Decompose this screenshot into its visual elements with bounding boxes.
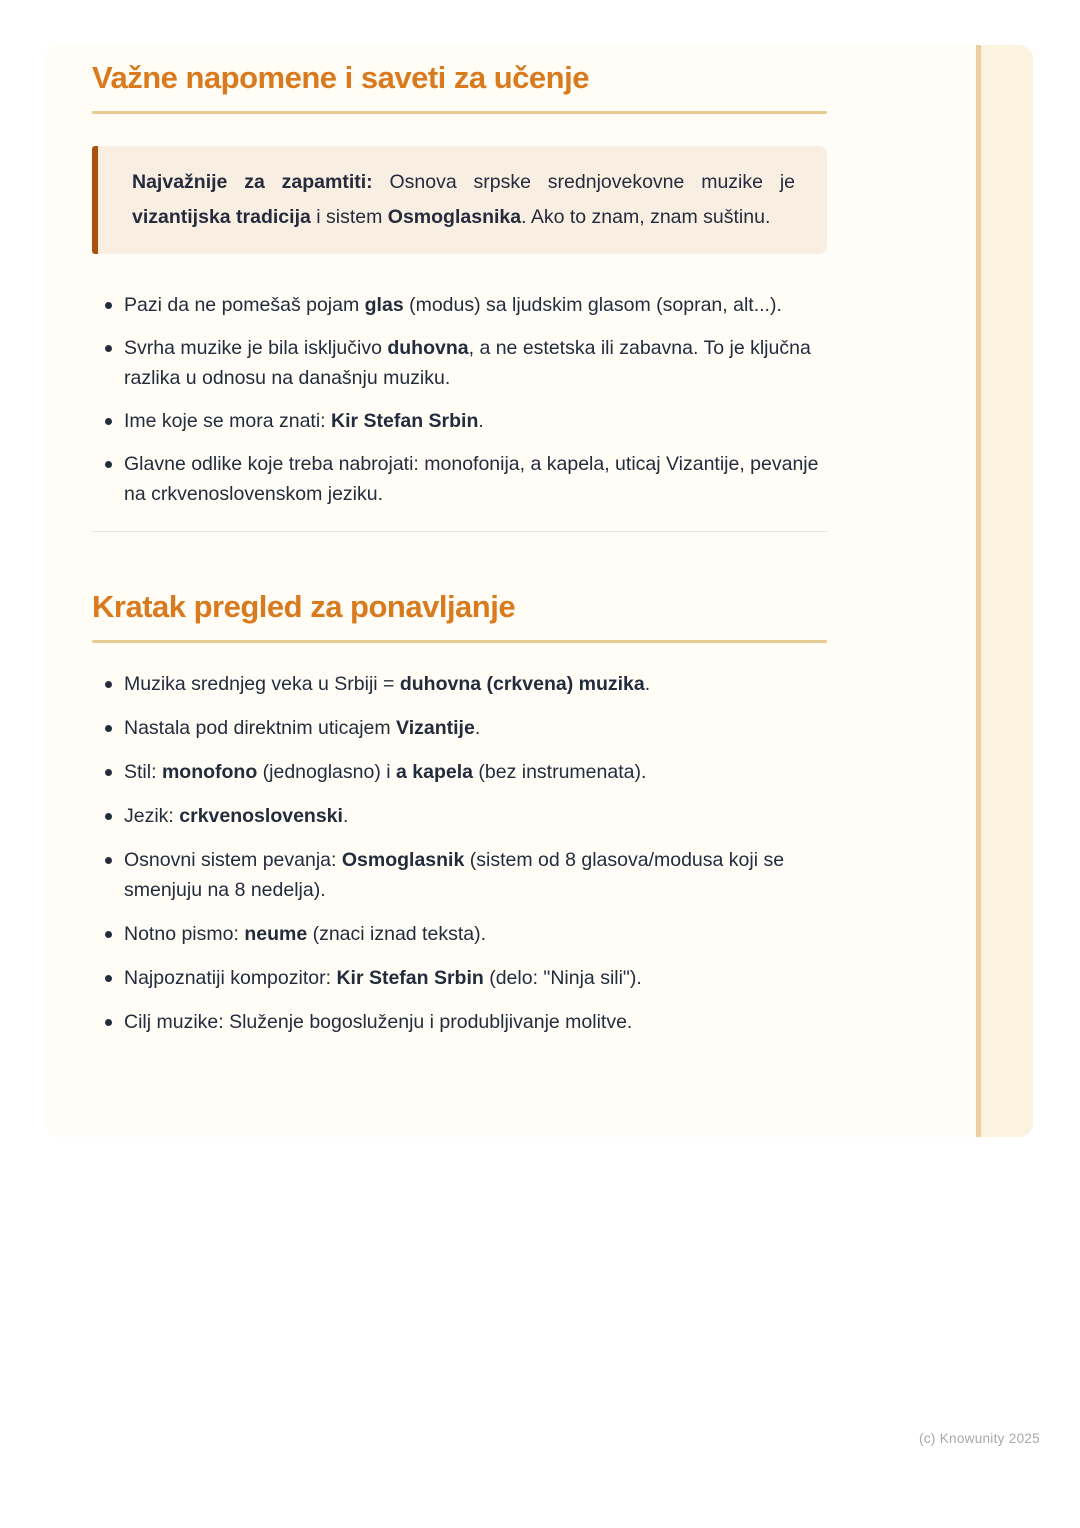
- text-run: (jednoglasno) i: [257, 761, 396, 783]
- text-run: Stil:: [124, 761, 162, 783]
- text-run: Najpoznatiji kompozitor:: [124, 967, 337, 989]
- text-run: (sistem od 8 glasova/modusa koji se smenjuju na 8 nedelja).: [124, 849, 785, 901]
- section-title-summary: Kratak pregled za ponavljanje: [92, 589, 516, 624]
- text-run: Svrha muzike je bila isključivo: [124, 337, 388, 359]
- text-run: .: [474, 717, 481, 739]
- bold-term: a kapela: [396, 761, 473, 783]
- text-run: Notno pismo:: [124, 923, 245, 945]
- bold-term: Najvažnije za zapamtiti:: [132, 171, 390, 193]
- bullet-item: [92, 290, 827, 320]
- next-page-edge: [976, 45, 1033, 1137]
- important-notes-list: [92, 290, 827, 509]
- bullet-item: [92, 713, 827, 743]
- bullet-item: [92, 801, 827, 831]
- text-run: . Ako to znam, znam suštinu.: [521, 206, 771, 228]
- callout-text: [132, 165, 795, 235]
- bold-term: monofono: [161, 761, 258, 783]
- bold-term: vizantijska tradicija: [132, 206, 311, 228]
- text-run: Nastala pod direktnim uticajem: [124, 717, 397, 739]
- bullet-item: [92, 919, 827, 949]
- text-run: Ime koje se mora znati:: [124, 410, 331, 432]
- title-underline: [92, 111, 827, 114]
- text-run: i sistem: [310, 206, 388, 228]
- bullet-item: [92, 757, 827, 787]
- text-run: .: [644, 673, 651, 695]
- bold-term: glas: [364, 294, 404, 316]
- bullet-item: [92, 963, 827, 993]
- bullet-item: [92, 333, 827, 393]
- bullet-item: [92, 449, 827, 509]
- section-summary: [92, 588, 827, 1037]
- bold-term: Osmoglasnik: [341, 849, 465, 871]
- notes-page: [45, 45, 1033, 1137]
- text-run: Cilj muzike: Služenje bogosluženju i produbljivanje molitve.: [124, 1011, 633, 1033]
- bold-term: Kir Stefan Srbin: [331, 410, 479, 432]
- bold-term: Vizantije: [396, 717, 475, 739]
- text-run: Osnova srpske srednjovekovne muzike je: [389, 171, 795, 193]
- text-run: Muzika srednjeg veka u Srbiji =: [124, 673, 400, 695]
- key-takeaway-callout: [92, 146, 827, 254]
- text-run: Glavne odlike koje treba nabrojati: monofonija, a kapela, uticaj Vizantije, pevanje na crkvenoslovenskom jeziku.: [124, 453, 819, 505]
- page-content: [92, 45, 827, 1037]
- section-important-notes: [92, 59, 827, 509]
- text-run: .: [342, 805, 349, 827]
- text-run: , a ne estetska ili zabavna. To je ključna razlika u odnosu na današnju muziku.: [124, 337, 811, 389]
- bold-term: duhovna (crkvena) muzika: [399, 673, 645, 695]
- text-run: (modus) sa ljudskim glasom (sopran, alt...).: [403, 294, 782, 316]
- bold-term: Kir Stefan Srbin: [336, 967, 484, 989]
- text-run: Pazi da ne pomešaš pojam: [124, 294, 365, 316]
- bold-term: Osmoglasnika: [387, 206, 522, 228]
- text-run: .: [478, 410, 484, 432]
- section-divider: [92, 531, 827, 532]
- title-underline: [92, 640, 827, 643]
- summary-list: [92, 669, 827, 1037]
- text-run: (znaci iznad teksta).: [307, 923, 486, 945]
- copyright-footer: (c) Knowunity 2025: [919, 1431, 1040, 1446]
- bullet-item: [92, 406, 827, 436]
- bullet-item: [92, 669, 827, 699]
- text-run: (delo: "Ninja sili").: [483, 967, 642, 989]
- bullet-item: [92, 1007, 827, 1037]
- bullet-item: [92, 845, 827, 905]
- bold-term: duhovna: [387, 337, 469, 359]
- bold-term: neume: [244, 923, 308, 945]
- text-run: Jezik:: [124, 805, 180, 827]
- text-run: Osnovni sistem pevanja:: [124, 849, 342, 871]
- text-run: (bez instrumenata).: [472, 761, 647, 783]
- bold-term: crkvenoslovenski: [179, 805, 343, 827]
- section-title-important-notes: Važne napomene i saveti za učenje: [92, 60, 589, 95]
